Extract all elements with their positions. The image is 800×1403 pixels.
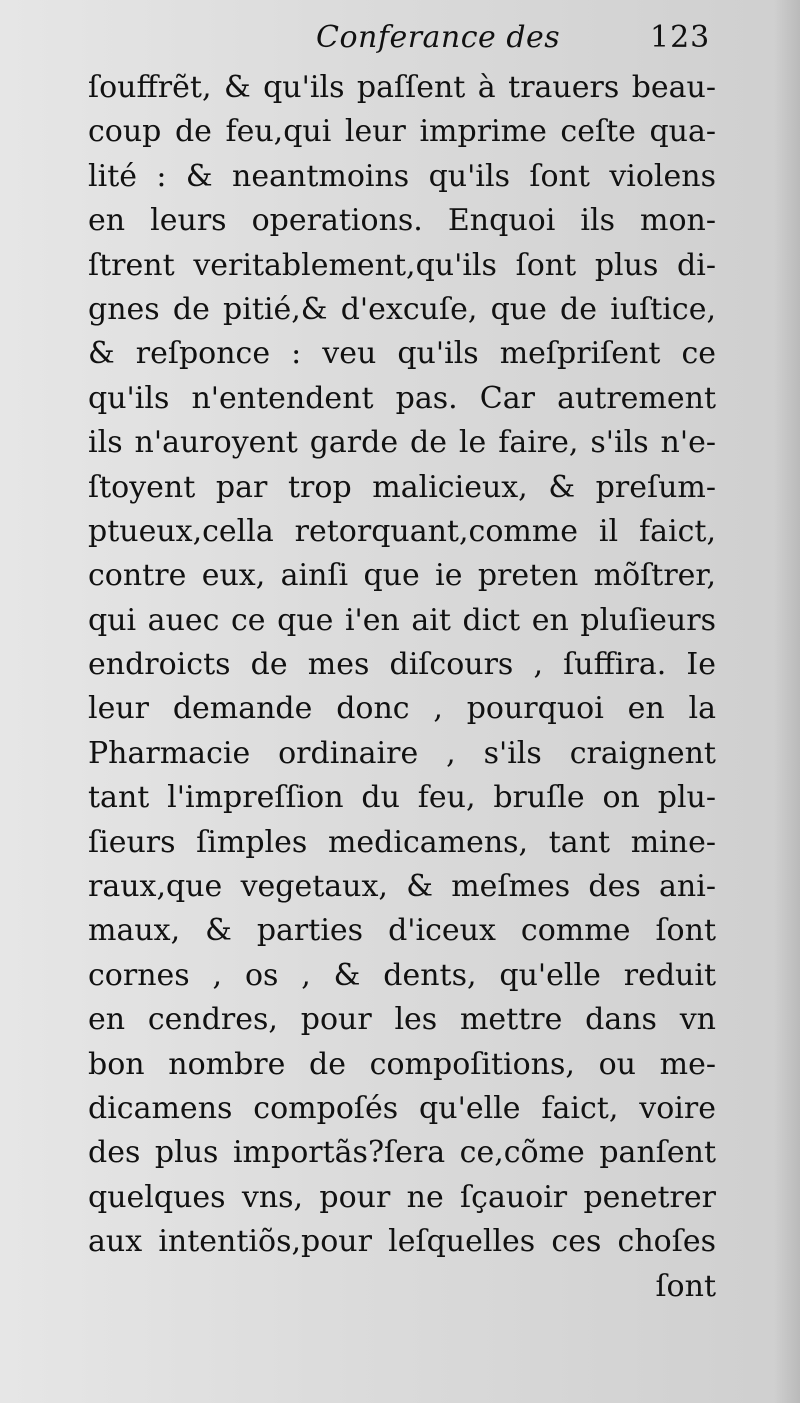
text-line: lité : & neantmoins qu'ils ſont violens bbox=[88, 158, 716, 194]
body-text bbox=[88, 66, 716, 1326]
text-line: ſtoyent par trop malicieux, & preſum- bbox=[88, 469, 716, 505]
text-line: Pharmacie ordinaire , s'ils craignent bbox=[88, 735, 716, 771]
text-line: qui auec ce que i'en ait dict en pluſieurs bbox=[88, 602, 716, 638]
page-edge-shadow bbox=[774, 0, 800, 1403]
text-line: raux,que vegetaux, & meſmes des ani- bbox=[88, 869, 716, 905]
page-header bbox=[0, 18, 800, 68]
text-line: des plus importãs?ſera ce,cõme panſent bbox=[88, 1135, 716, 1171]
text-line: bon nombre de compoſitions, ou me- bbox=[88, 1046, 716, 1082]
text-line: gnes de pitié,& d'excuſe, que de iuſtice, bbox=[88, 291, 716, 327]
text-line: en cendres, pour les mettre dans vn bbox=[88, 1002, 716, 1038]
text-line: ſouffrẽt, & qu'ils paſſent à trauers beau- bbox=[88, 70, 716, 105]
text-line: dicamens compoſés qu'elle faict, voire bbox=[88, 1090, 716, 1126]
text-line: & reſponce : veu qu'ils meſpriſent ce bbox=[88, 336, 716, 372]
text-line: contre eux, ainſi que ie preten mõſtrer, bbox=[88, 558, 716, 594]
text-line: ils n'auroyent garde de le faire, s'ils n'e- bbox=[88, 425, 716, 461]
text-line: leur demande donc , pourquoi en la bbox=[88, 691, 716, 727]
running-title: Conferance des bbox=[316, 20, 561, 55]
text-line: qu'ils n'entendent pas. Car autrement bbox=[88, 380, 716, 416]
text-line: en leurs operations. Enquoi ils mon- bbox=[88, 203, 716, 239]
catchword: ſont bbox=[655, 1268, 716, 1304]
text-line: ſieurs ſimples medicamens, tant mine- bbox=[88, 824, 716, 860]
text-line: ptueux,cella retorquant,comme il faict, bbox=[88, 513, 716, 549]
text-line: coup de feu,qui leur imprime ceſte qua- bbox=[88, 114, 716, 150]
text-line: ſtrent veritablement,qu'ils ſont plus di- bbox=[88, 247, 716, 283]
text-line: tant l'impreſſion du feu, bruſle on plu- bbox=[88, 780, 716, 816]
page-number: 123 bbox=[650, 20, 711, 55]
text-line: quelques vns, pour ne ſçauoir penetrer bbox=[88, 1179, 716, 1215]
text-line: endroicts de mes diſcours , ſuffira. Ie bbox=[88, 647, 716, 683]
text-line: aux intentiõs,pour leſquelles ces choſes bbox=[88, 1224, 716, 1260]
text-line: cornes , os , & dents, qu'elle reduit bbox=[88, 957, 716, 993]
text-line: maux, & parties d'iceux comme ſont bbox=[88, 913, 716, 949]
